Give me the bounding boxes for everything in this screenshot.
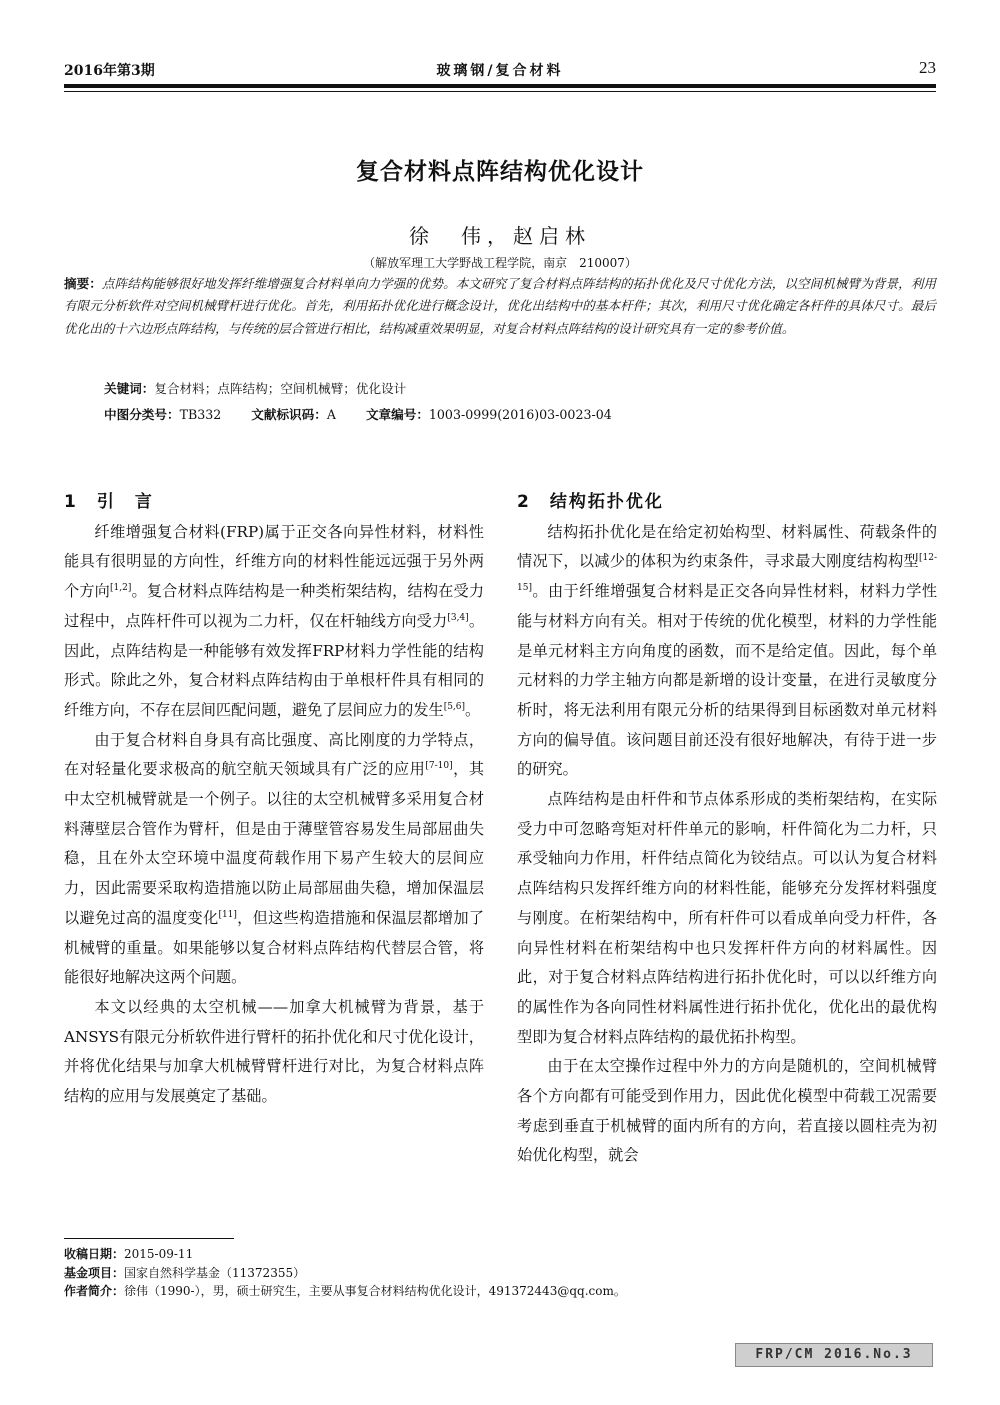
article-title: 复合材料点阵结构优化设计 xyxy=(356,159,644,185)
article-no-label: 文章编号： xyxy=(365,407,429,422)
docid-label: 文献标识码： xyxy=(251,407,327,422)
header-rule-thin xyxy=(64,91,936,92)
citation: [11] xyxy=(218,909,237,920)
topology-paragraph-3: 由于在太空操作过程中外力的方向是随机的，空间机械臂各个方向都有可能受到作用力，因此优化模型中荷载工况需要考虑到垂直于机械臂的面内所有的方向，若直接以圆柱壳为初始优化构型，就会 xyxy=(517,1057,937,1165)
docid-value: A xyxy=(326,407,336,422)
intro-paragraph-1: 纤维增强复合材料(FRP)属于正交各向异性材料，材料性能具有很明显的方向性，纤维方向的材料性能远远强于另外两个方向[1,2]。复合材料点阵结构是一种类桁架结构，结构在受力过程中，点阵杆件可以视为二力杆，仅在杆轴线方向受力[3,4]。因此，点阵结构是一种能够有效发挥FRP材料力学性能的结构形式。除此之外，复合材料点阵结构由于单根杆件具有相同的纤维方向，不存在层间匹配问题，避免了层间应力的发生[5,6]。 xyxy=(64,522,485,719)
page-number: 23 xyxy=(919,58,936,77)
article-no-value: 1003-0999(2016)03-0023-04 xyxy=(428,407,612,422)
journal-name: 玻璃钢/复合材料 xyxy=(436,63,564,79)
topology-paragraph-1: 结构拓扑优化是在给定初始构型、材料属性、荷载条件的情况下，以减少的体积为约束条件，寻求最大刚度结构构型[12-15]。由于纤维增强复合材料是正交各向异性材料，材料力学性能与材料方向有关。相对于传统的优化模型，材料的力学性能是单元材料主方向角度的函数，而不是给定值。因此，每个单元材料的力学主轴方向都是新增的设计变量，在进行灵敏度分析时，将无法利用有限元分析的结果得到目标函数对单元材料方向的偏导值。该问题目前还没有很好地解决，有待于进一步的研究。 xyxy=(517,522,937,779)
abstract-text: 点阵结构能够很好地发挥纤维增强复合材料单向力学强的优势。本文研究了复合材料点阵结构的拓扑优化及尺寸优化方法，以空间机械臂为背景，利用有限元分析软件对空间机械臂杆进行优化。首先，利用拓扑优化进行概念设计，优化出结构中的基本杆件；其次，利用尺寸优化确定各杆件的具体尺寸。最后优化出的十六边形点阵结构，与传统的层合管进行相比，结构减重效果明显，对复合材料点阵结构的设计研究具有一定的参考价值。 xyxy=(64,276,937,336)
keywords-label: 关键词： xyxy=(104,381,155,396)
citation: [12-15] xyxy=(517,553,937,594)
received-date: 收稿日期：2015-09-11 xyxy=(64,1247,194,1261)
footnote-rule xyxy=(64,1238,234,1239)
citation: [3,4] xyxy=(447,612,469,623)
header-rule-thick xyxy=(64,84,936,88)
topology-paragraph-2: 点阵结构是由杆件和节点体系形成的类桁架结构，在实际受力中可忽略弯矩对杆件单元的影响，杆件简化为二力杆，只承受轴向力作用，杆件结点简化为铰结点。可以认为复合材料点阵结构只发挥纤维方向的材料性能，能够充分发挥材料强度与刚度。在桁架结构中，所有杆件可以看成单向受力杆件，各向异性材料在桁架结构中也只发挥杆件方向的材料属性。因此，对于复合材料点阵结构进行拓扑优化时，可以以纤维方向的属性作为各向同性材料属性进行拓扑优化，优化出的最优构型即为复合材料点阵结构的最优拓扑构型。 xyxy=(517,790,937,1046)
fund-info: 基金项目：国家自然科学基金（11372355） xyxy=(64,1265,306,1280)
section-heading-topology: 2 结构拓扑优化 xyxy=(517,492,664,512)
citation: [1,2] xyxy=(110,583,132,594)
keywords-line xyxy=(104,378,406,397)
right-column xyxy=(517,488,937,1171)
citation: [5,6] xyxy=(443,701,466,712)
affiliation: （解放军理工大学野战工程学院，南京 210007） xyxy=(363,256,637,270)
journal-stamp: FRP/CM 2016.No.3 xyxy=(735,1343,933,1367)
section-heading-intro: 1 引 言 xyxy=(64,492,154,512)
footnotes xyxy=(64,1245,626,1301)
classification-line xyxy=(104,404,612,423)
class-value: TB332 xyxy=(179,407,222,422)
author-info: 作者简介：徐伟（1990-），男，硕士研究生，主要从事复合材料结构优化设计，491372443@qq.com。 xyxy=(64,1284,626,1298)
abstract xyxy=(64,273,936,340)
class-label: 中图分类号： xyxy=(104,407,180,422)
running-header xyxy=(64,58,936,80)
intro-paragraph-2: 由于复合材料自身具有高比强度、高比刚度的力学特点，在对轻量化要求极高的航空航天领域具有广泛的应用[7-10]，其中太空机械臂就是一个例子。以往的太空机械臂多采用复合材料薄壁层合管作为臂杆，但是由于薄壁管容易发生局部屈曲失稳，且在外太空环境中温度荷载作用下易产生较大的层间应力，因此需要采取构造措施以防止局部屈曲失稳，增加保温层以避免过高的温度变化[11]，但这些构造措施和保温层都增加了机械臂的重量。如果能够以复合材料点阵结构代替层合管，将能很好地解决这两个问题。 xyxy=(64,730,485,987)
left-column xyxy=(64,488,484,1112)
author-list: 徐 伟，赵启林 xyxy=(409,224,591,248)
abstract-label: 摘要： xyxy=(64,276,102,291)
keywords-text: 复合材料；点阵结构；空间机械臂；优化设计 xyxy=(154,381,407,396)
issue-label: 2016年第3期 xyxy=(64,63,155,79)
citation: [7-10] xyxy=(425,761,453,772)
intro-paragraph-3: 本文以经典的太空机械——加拿大机械臂为背景，基于ANSYS有限元分析软件进行臂杆的拓扑优化和尺寸优化设计，并将优化结果与加拿大机械臂臂杆进行对比，为复合材料点阵结构的应用与发展奠定了基础。 xyxy=(64,997,484,1106)
